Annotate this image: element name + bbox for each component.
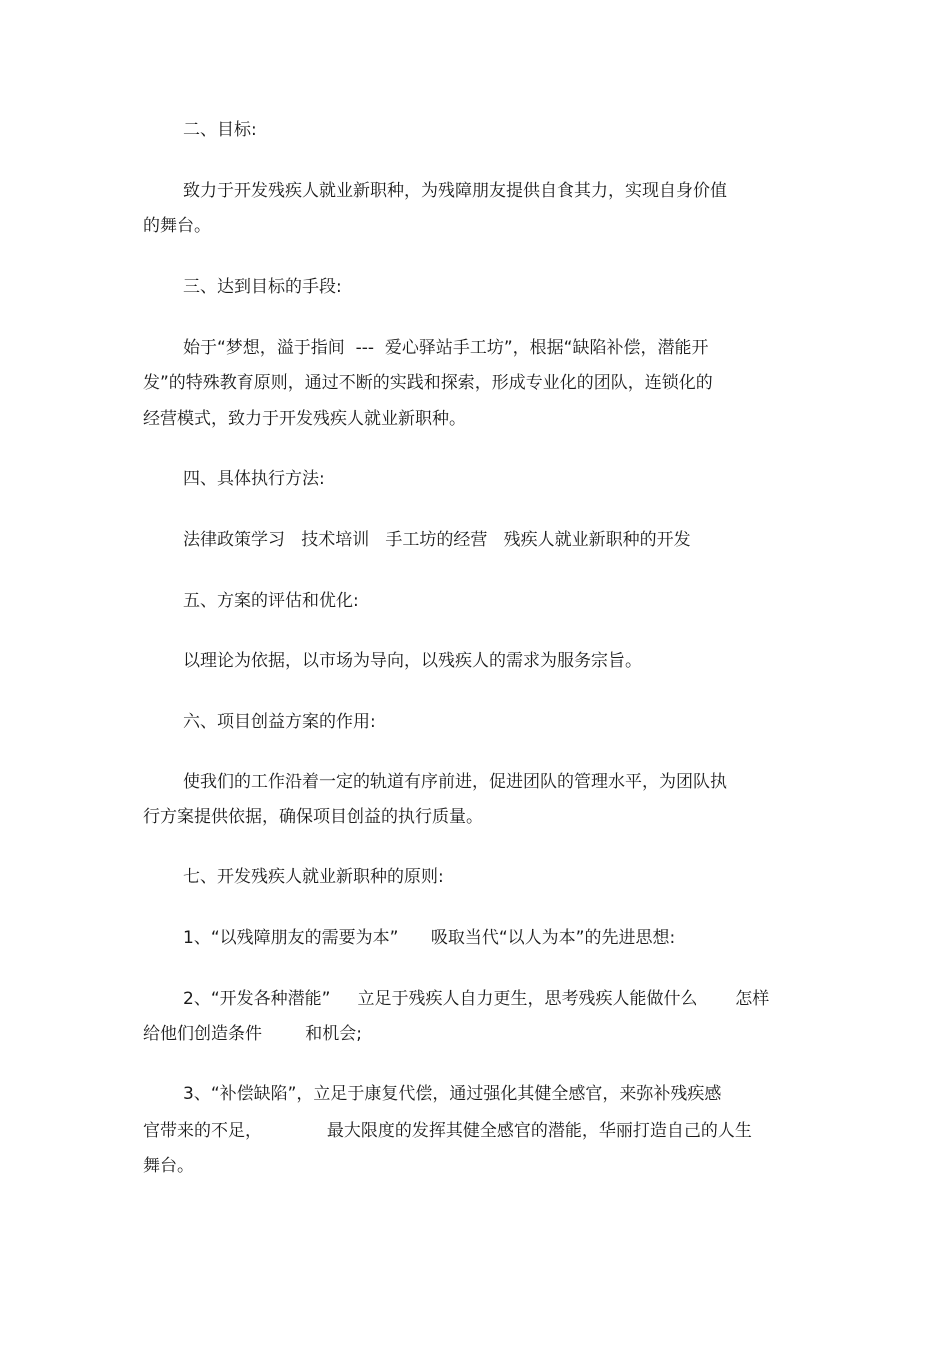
principle-3-line-1: 3、“补偿缺陷”，立足于康复代偿，通过强化其健全感官，来弥补残疾感 bbox=[183, 1084, 722, 1104]
goal-text-line-2: 的舞台。 bbox=[143, 216, 211, 236]
principle-1: 1、“以残障朋友的需要为本” 吸取当代“以人为本”的先进思想: bbox=[183, 928, 676, 948]
means-text-line-1: 始于“梦想，溢于指间 --- 爱心驿站手工坊”，根据“缺陷补偿，潜能开 bbox=[183, 338, 709, 358]
principle-3-line-3: 舞台。 bbox=[143, 1156, 194, 1176]
means-text-line-3: 经营模式，致力于开发残疾人就业新职种。 bbox=[143, 409, 466, 429]
heading-principles: 七、开发残疾人就业新职种的原则: bbox=[183, 867, 444, 887]
evaluation-text: 以理论为依据，以市场为导向，以残疾人的需求为服务宗旨。 bbox=[183, 651, 642, 671]
means-text-line-2: 发”的特殊教育原则，通过不断的实践和探索，形成专业化的团队，连锁化的 bbox=[143, 373, 713, 393]
principle-2-line-1: 2、“开发各种潜能” 立足于残疾人自力更生，思考残疾人能做什么 怎样 bbox=[183, 989, 770, 1009]
goal-text-line-1: 致力于开发残疾人就业新职种，为残障朋友提供自食其力，实现自身价值 bbox=[183, 181, 727, 201]
role-text-line-2: 行方案提供依据，确保项目创益的执行质量。 bbox=[143, 807, 483, 827]
methods-list: 法律政策学习 技术培训 手工坊的经营 残疾人就业新职种的开发 bbox=[183, 530, 691, 550]
heading-role: 六、项目创益方案的作用: bbox=[183, 712, 376, 732]
role-text-line-1: 使我们的工作沿着一定的轨道有序前进，促进团队的管理水平，为团队执 bbox=[183, 772, 727, 792]
heading-evaluation: 五、方案的评估和优化: bbox=[183, 591, 359, 611]
heading-goal: 二、目标: bbox=[183, 120, 257, 140]
heading-methods: 四、具体执行方法: bbox=[183, 469, 325, 489]
heading-means: 三、达到目标的手段: bbox=[183, 277, 342, 297]
principle-2-line-2: 给他们创造条件 和机会; bbox=[143, 1024, 362, 1044]
principle-3-line-2: 官带来的不足， 最大限度的发挥其健全感官的潜能，华丽打造自己的人生 bbox=[143, 1121, 752, 1141]
